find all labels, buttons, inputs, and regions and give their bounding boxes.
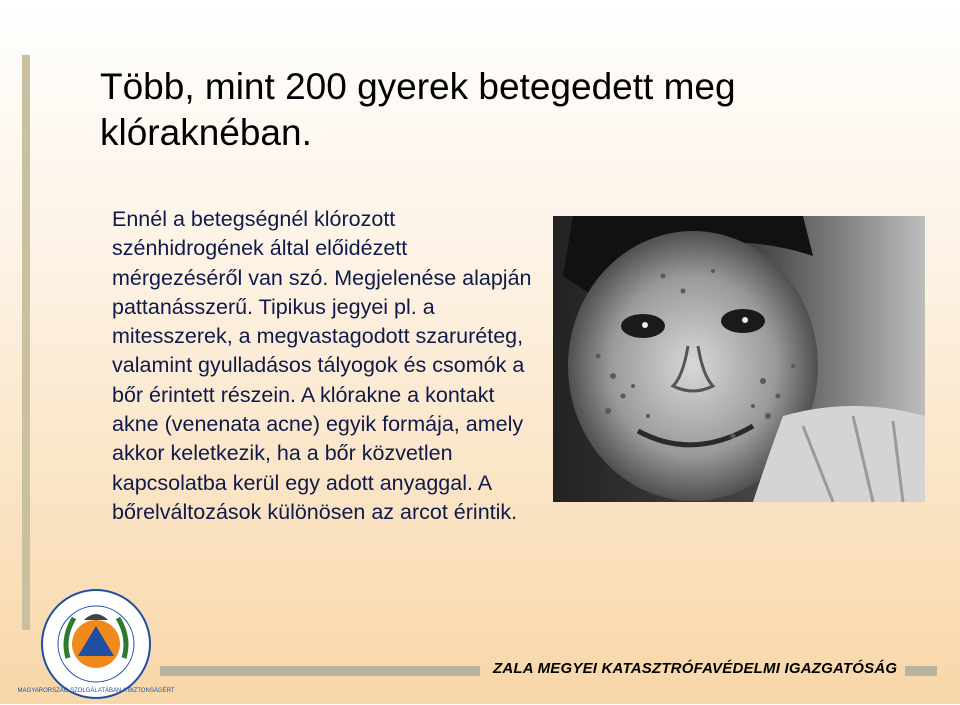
title-line-1: Több, mint 200 gyerek betegedett meg	[100, 66, 736, 107]
footer-line-right	[905, 666, 937, 676]
logo-icon	[17, 588, 175, 700]
slide-title	[100, 64, 900, 156]
organization-name: ZALA MEGYEI KATASZTRÓFAVÉDELMI IGAZGATÓSÁG	[493, 660, 898, 677]
footer-line-left	[160, 666, 480, 676]
title-line-2: klóraknéban.	[100, 112, 312, 153]
child-with-chloracne-photo	[553, 216, 925, 502]
accent-bar	[22, 55, 30, 630]
photo-illustration	[553, 216, 925, 502]
body-paragraph: Ennél a betegségnél klórozott szénhidrogének által előidézett mérgezéséről van szó. Megjelenése alapján pattanásszerű. Tipikus jegyei pl. a mitesszerek, a megvastagodott szaruréteg, valamint gyulladásos tályogok és csomók a bőr érintett részein. A klórakne a kontakt akne (venenata acne) egyik formája, amely akkor keletkezik, ha a bőr közvetlen kapcsolatba kerül egy adott anyaggal. A bőrelváltozások különösen az arcot érintik.	[112, 207, 532, 524]
civil-protection-emblem	[17, 588, 175, 700]
logo-ring-text: MAGYARORSZÁG SZOLGÁLATÁBAN A BIZTONSÁGÉRT	[17, 688, 175, 694]
